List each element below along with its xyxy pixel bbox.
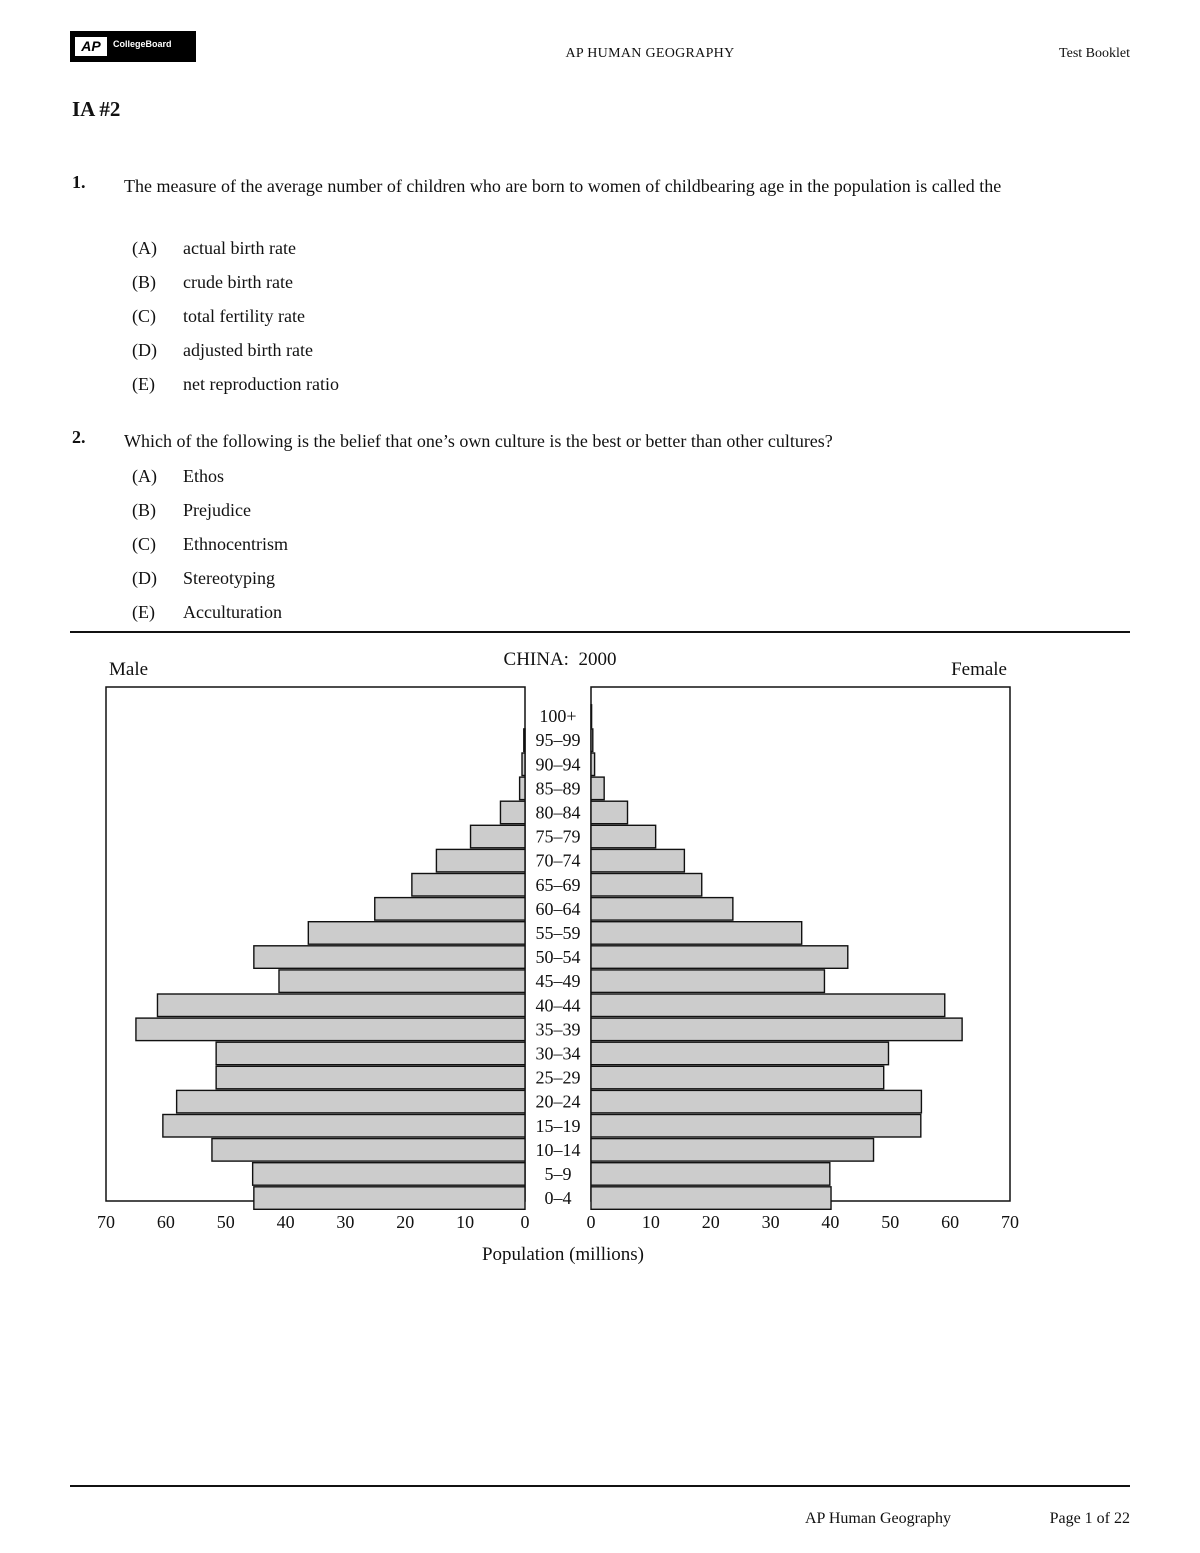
question-number: 2.: [72, 427, 86, 447]
female-bar: [591, 753, 595, 776]
choice-text: Ethnocentrism: [183, 534, 288, 554]
collegeboard-logo-text: CollegeBoard: [113, 39, 172, 49]
male-series-label: Male: [109, 659, 149, 680]
choice-letter: (B): [132, 272, 156, 292]
choice-letter: (D): [132, 568, 157, 588]
course-header: AP HUMAN GEOGRAPHY: [565, 46, 735, 61]
male-x-tick-label: 10: [456, 1212, 475, 1232]
female-bar: [591, 1139, 874, 1162]
chart-title: CHINA: 2000: [503, 649, 617, 670]
age-group-label: 25–29: [535, 1067, 581, 1088]
ap-logo-mark: AP: [75, 37, 107, 56]
female-bar: [591, 874, 702, 897]
choice-text: crude birth rate: [183, 272, 293, 292]
choice-text: total fertility rate: [183, 306, 305, 326]
age-group-label: 15–19: [535, 1115, 581, 1136]
question-number: 1.: [72, 172, 86, 192]
age-group-label: 55–59: [535, 922, 581, 943]
choice-text: Prejudice: [183, 500, 251, 520]
age-group-label: 60–64: [535, 898, 581, 919]
female-x-tick-label: 10: [641, 1212, 660, 1232]
male-bar: [471, 825, 525, 848]
age-group-label: 35–39: [535, 1019, 581, 1040]
male-x-tick-label: 60: [156, 1212, 175, 1232]
female-x-tick-label: 20: [701, 1212, 720, 1232]
doc-type-header: Test Booklet: [1059, 46, 1130, 61]
female-bar: [591, 1042, 888, 1065]
female-bar: [591, 777, 604, 800]
male-bar: [216, 1066, 525, 1089]
male-bar: [279, 970, 525, 993]
male-bar: [212, 1139, 525, 1162]
female-bar: [591, 1066, 884, 1089]
female-bar: [591, 1018, 962, 1041]
female-x-tick-label: 40: [821, 1212, 840, 1232]
male-bar: [163, 1115, 525, 1138]
age-group-label: 90–94: [535, 754, 581, 775]
footer-page-number: Page 1 of 22: [1049, 1510, 1130, 1527]
male-bar: [520, 777, 525, 800]
population-pyramid-chart: [0, 640, 1200, 1280]
male-x-tick-label: 30: [336, 1212, 355, 1232]
choice-letter: (E): [132, 602, 155, 622]
male-bar: [500, 801, 525, 824]
age-group-label: 70–74: [535, 850, 581, 871]
female-x-tick-label: 50: [881, 1212, 900, 1232]
female-bar: [591, 801, 628, 824]
ap-collegeboard-logo: [70, 31, 196, 62]
age-group-label: 30–34: [535, 1043, 581, 1064]
age-group-label: 40–44: [535, 995, 581, 1016]
age-group-label: 20–24: [535, 1091, 581, 1112]
male-bar: [412, 874, 525, 897]
female-bar: [591, 1163, 830, 1186]
female-bar: [591, 705, 592, 728]
male-x-tick-label: 50: [216, 1212, 235, 1232]
male-bar: [254, 1187, 525, 1210]
male-bar: [136, 1018, 525, 1041]
age-group-label: 50–54: [535, 947, 581, 968]
choice-letter: (B): [132, 500, 156, 520]
age-group-label: 85–89: [535, 778, 581, 799]
choice-text: Stereotyping: [183, 568, 275, 588]
age-group-label: 10–14: [535, 1139, 581, 1160]
choice-letter: (A): [132, 238, 157, 258]
choice-text: Acculturation: [183, 602, 282, 622]
female-bar: [591, 970, 824, 993]
female-bar: [591, 1115, 921, 1138]
male-bar: [216, 1042, 525, 1065]
age-group-label: 100+: [539, 706, 577, 727]
choice-letter: (C): [132, 534, 156, 554]
age-group-label: 80–84: [535, 802, 581, 823]
choice-letter: (E): [132, 374, 155, 394]
female-series-label: Female: [951, 659, 1007, 680]
female-x-tick-label: 30: [761, 1212, 780, 1232]
male-bar: [522, 753, 525, 776]
male-bar: [308, 922, 525, 945]
male-x-tick-label: 0: [520, 1212, 530, 1232]
female-bar: [591, 946, 848, 969]
age-group-label: 65–69: [535, 874, 581, 895]
age-group-label: 45–49: [535, 971, 581, 992]
age-group-label: 95–99: [535, 730, 581, 751]
female-bar: [591, 825, 656, 848]
male-bar: [436, 849, 525, 872]
choice-text: net reproduction ratio: [183, 374, 339, 394]
male-x-tick-label: 70: [97, 1212, 115, 1232]
female-bar: [591, 922, 802, 945]
female-bar: [591, 1187, 831, 1210]
female-x-tick-label: 0: [586, 1212, 596, 1232]
question-stem: The measure of the average number of children who are born to women of childbearing age in the population is called the: [124, 176, 1002, 196]
female-bar: [591, 729, 593, 752]
female-bar: [591, 994, 945, 1017]
age-group-label: 5–9: [544, 1163, 572, 1184]
female-x-tick-label: 60: [941, 1212, 960, 1232]
x-axis-label: Population (millions): [481, 1244, 645, 1265]
male-bar: [253, 1163, 525, 1186]
female-bar: [591, 898, 733, 921]
choice-letter: (C): [132, 306, 156, 326]
assignment-title: IA #2: [72, 97, 121, 121]
section-divider: [70, 631, 1130, 633]
female-bar: [591, 849, 684, 872]
choice-letter: (D): [132, 340, 157, 360]
male-x-tick-label: 40: [276, 1212, 295, 1232]
question-stem: Which of the following is the belief that one’s own culture is the best or better than other cultures?: [124, 431, 833, 451]
footer-subject: AP Human Geography: [805, 1510, 952, 1527]
age-group-label: 75–79: [535, 826, 581, 847]
male-bar: [524, 729, 525, 752]
age-group-label: 0–4: [544, 1188, 572, 1209]
male-bar: [254, 946, 525, 969]
choice-text: adjusted birth rate: [183, 340, 313, 360]
male-bar: [157, 994, 525, 1017]
female-x-tick-label: 70: [1001, 1212, 1019, 1232]
male-bar: [375, 898, 525, 921]
choice-text: actual birth rate: [183, 238, 296, 258]
footer-divider: [70, 1485, 1130, 1487]
male-x-tick-label: 20: [396, 1212, 415, 1232]
choice-text: Ethos: [183, 466, 225, 486]
choice-letter: (A): [132, 466, 157, 486]
female-bar: [591, 1090, 921, 1113]
male-bar: [177, 1090, 525, 1113]
